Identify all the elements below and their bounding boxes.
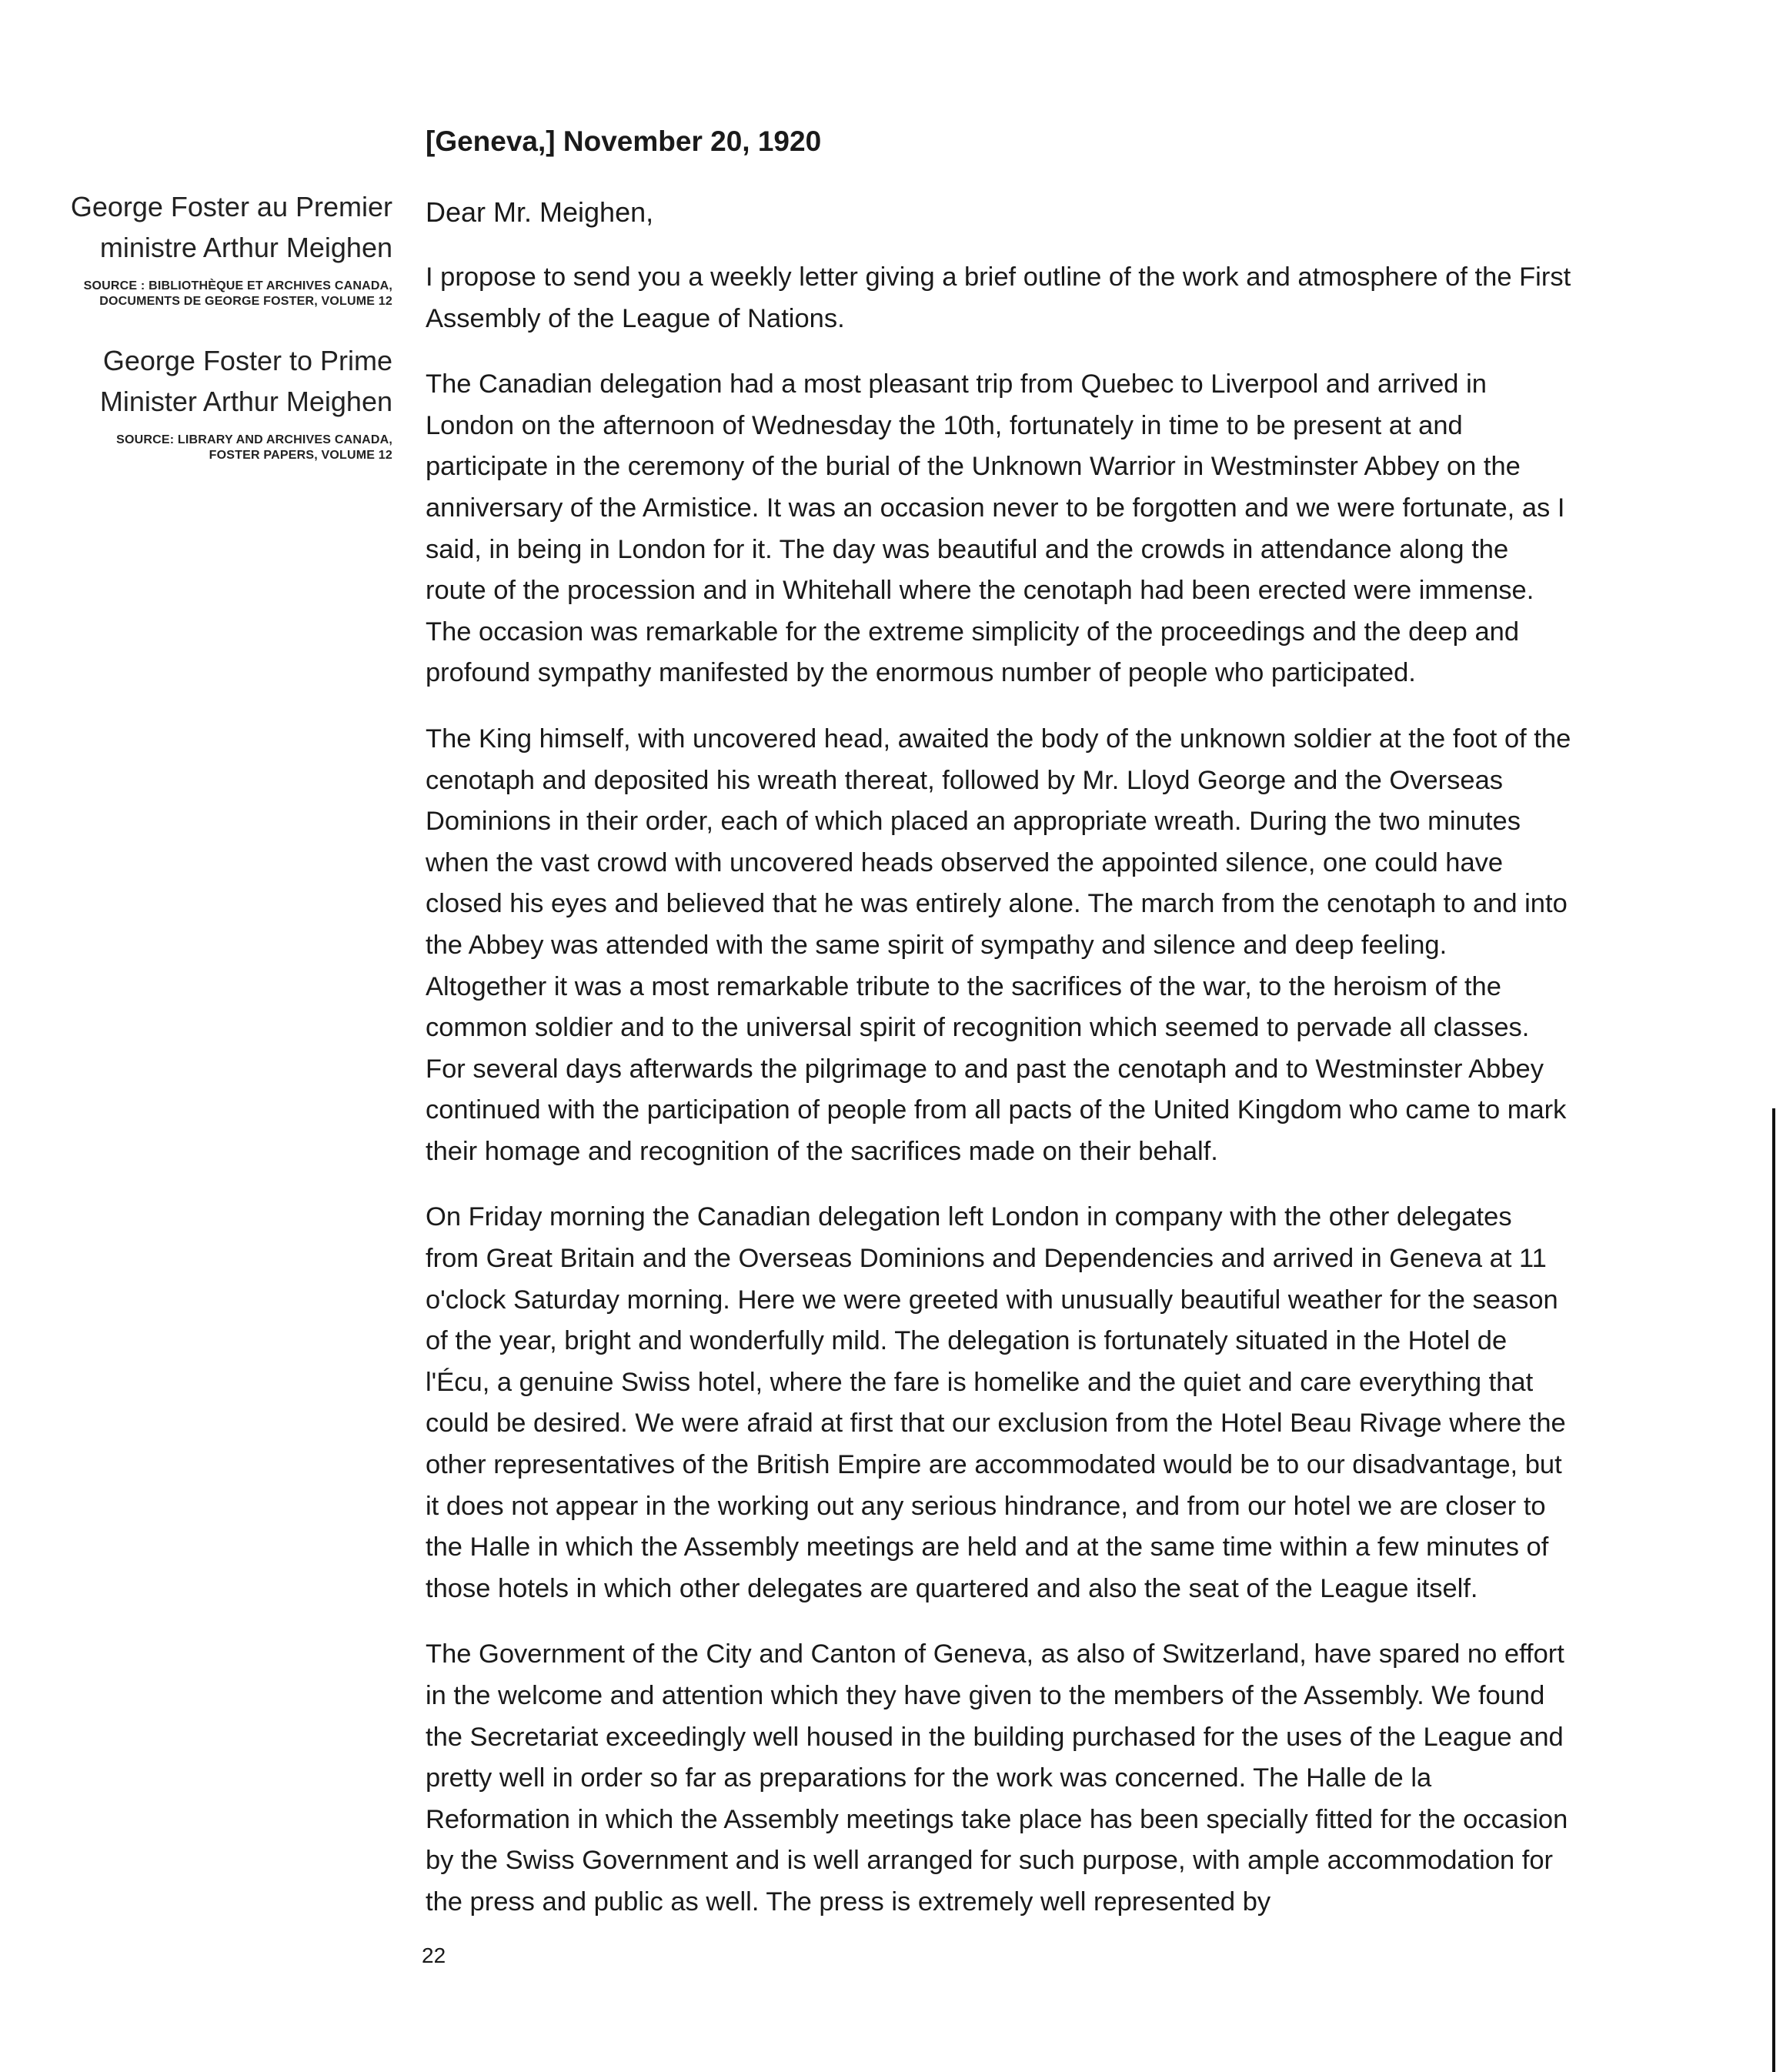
letter-paragraph-1: I propose to send you a weekly letter giving a brief outline of the work and atmosphere of the First Assembly of the League of Nations.: [426, 262, 1571, 333]
source-english: SOURCE: LIBRARY AND ARCHIVES CANADA, FOSTER PAPERS, VOLUME 12: [116, 433, 392, 462]
letter-paragraph-3: The King himself, with uncovered head, awaited the body of the unknown soldier at the foot of the cenotaph and deposited his wreath thereat, followed by Mr. Lloyd George and the Overseas Dominions in their order, each of which placed an appropriate wreath. During the two minutes when the vast crowd with uncovered heads observed the appointed silence, one could have closed his eyes and believed that he was entirely alone. The march from the cenotaph to and into the Abbey was attended with the same spirit of sympathy and silence and deep feeling. Altogether it was a most remarkable tribute to the sacrifices of the war, to the heroism of the common soldier and to the universal spirit of recognition which seemed to pervade all classes. For several days afterwards the pilgrimage to and past the cenotaph and to Westminster Abbey continued with the participation of people from all pacts of the United Kingdom who came to mark their homage and recognition of the sacrifices made on their behalf.: [426, 724, 1571, 1166]
letter-salutation: Dear Mr. Meighen,: [426, 196, 654, 228]
letter-paragraph-5: The Government of the City and Canton of Geneva, as also of Switzerland, have spared no effort in the welcome and attention which they have given to the members of the Assembly. We found the Secretariat exceedingly well housed in the building purchased for the uses of the League and pretty well in order so far as preparations for the work was concerned. The Halle de la Reformation in which the Assembly meetings take place has been specially fitted for the occasion by the Swiss Government and is well arranged for such purpose, with ample accommodation for the press and public as well. The press is extremely well represented by: [426, 1639, 1568, 1917]
caption-french: George Foster au Premier ministre Arthur Meighen: [70, 191, 392, 263]
scan-edge-line: [1772, 1108, 1775, 2072]
letter-body: [426, 123, 1572, 1948]
source-french: SOURCE : BIBLIOTHÈQUE ET ARCHIVES CANADA, DOCUMENTS DE GEORGE FOSTER, VOLUME 12: [83, 279, 392, 308]
page-number: 22: [422, 1943, 446, 1967]
letter-date: [Geneva,] November 20, 1920: [426, 125, 822, 157]
caption-english: George Foster to Prime Minister Arthur Meighen: [99, 345, 392, 417]
letter-paragraph-4: On Friday morning the Canadian delegation left London in company with the other delegates from Great Britain and the Overseas Dominions and Dependencies and arrived in Geneva at 11 o'clock Saturday morning. Here we were greeted with unusually beautiful weather for the season of the year, bright and wonderfully mild. The delegation is fortunately situated in the Hotel de l'Écu, a genuine Swiss hotel, where the fare is homelike and the quiet and care everything that could be desired. We were afraid at first that our exclusion from the Hotel Beau Rivage where the other representatives of the British Empire are accommodated would be to our disadvantage, but it does not appear in the working out any serious hindrance, and from our hotel we are closer to the Halle in which the Assembly meetings are held and at the same time within a few minutes of those hotels in which other delegates are quartered and also the seat of the League itself.: [426, 1202, 1566, 1603]
sidebar-captions: [69, 186, 392, 494]
letter-paragraph-2: The Canadian delegation had a most pleasant trip from Quebec to Liverpool and arrived in London on the afternoon of Wednesday the 10th, fortunately in time to be present at and participate in the ceremony of the burial of the Unknown Warrior in Westminster Abbey on the anniversary of the Armistice. It was an occasion never to be forgotten and we were fortunate, as I said, in being in London for it. The day was beautiful and the crowds in attendance along the route of the procession and in Whitehall where the cenotaph had been erected were immense. The occasion was remarkable for the extreme simplicity of the proceedings and the deep and profound sympathy manifested by the enormous number of people who participated.: [426, 369, 1565, 688]
